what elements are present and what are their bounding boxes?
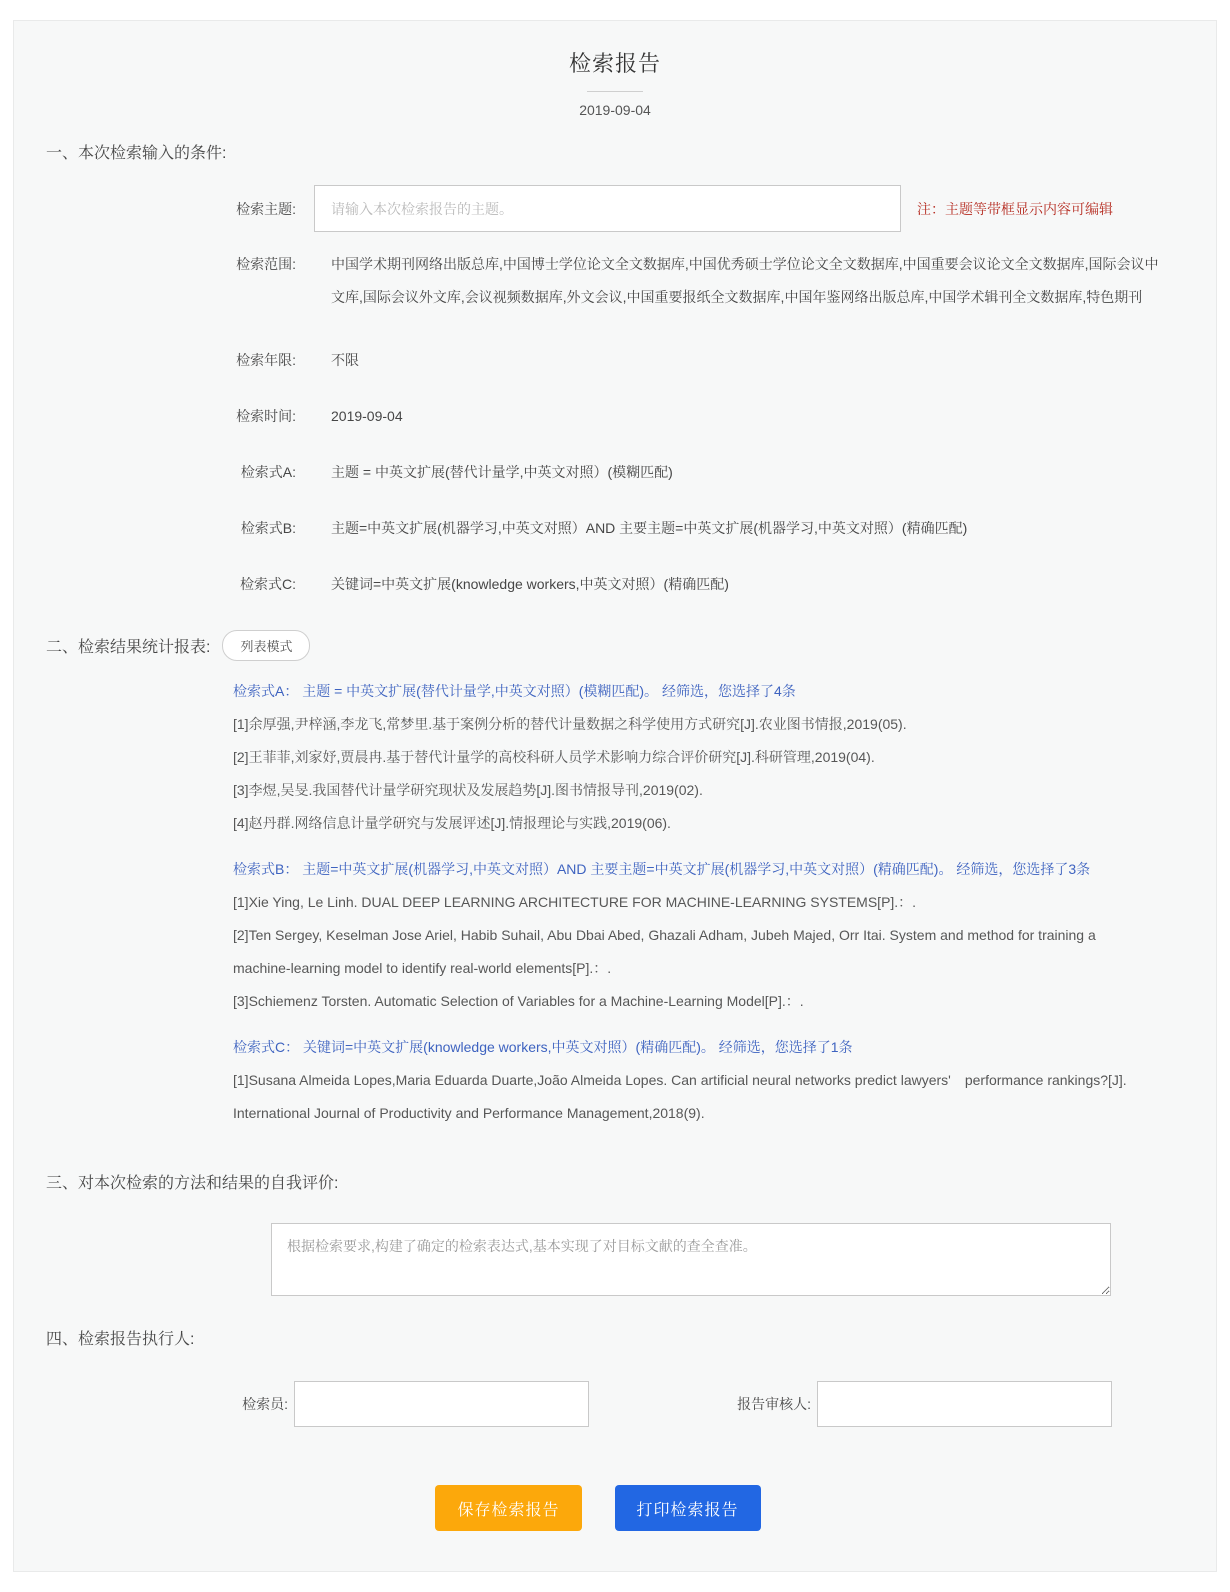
topic-row [46, 185, 1184, 232]
result-group-a-header: 检索式A： 主题 = 中英文扩展(替代计量学,中英文对照）(模糊匹配)。 经筛选，您选择了4条 [233, 683, 796, 699]
section-search-conditions [46, 140, 1184, 594]
edit-note: 注：主题等带框显示内容可编辑 [917, 200, 1113, 217]
reference-item: [2]Ten Sergey, Keselman Jose Ariel, Habib Suhail, Abu Dbai Abed, Ghazali Adham, Jubeh Majed, Orr Itai. System and method for training a machine-learning model to identify real-world elements[P].：. [233, 927, 1096, 976]
section-self-evaluation [46, 1170, 1184, 1296]
section-result-report [46, 630, 1184, 1130]
executor-row [46, 1381, 1184, 1427]
search-time-row [46, 406, 1184, 426]
query-b-label: 检索式B: [240, 520, 296, 536]
query-b-value: 主题=中英文扩展(机器学习,中英文对照）AND 主要主题=中英文扩展(机器学习,中英文对照）(精确匹配) [331, 520, 968, 536]
query-a-value: 主题 = 中英文扩展(替代计量学,中英文对照）(模糊匹配) [331, 464, 673, 480]
scope-row [46, 254, 1184, 314]
search-topic-input[interactable] [314, 185, 901, 232]
result-group-b [233, 853, 1129, 1018]
query-b-row [46, 518, 1184, 538]
search-time-label: 检索时间: [236, 408, 296, 424]
searcher-input[interactable] [294, 1381, 589, 1427]
year-range-label: 检索年限: [236, 352, 296, 368]
query-c-row [46, 574, 1184, 594]
section3-heading: 三、对本次检索的方法和结果的自我评价: [46, 1175, 339, 1192]
reference-item: [3]李煜,吴旻.我国替代计量学研究现状及发展趋势[J].图书情报导刊,2019(02). [233, 782, 703, 798]
save-report-button[interactable]: 保存检索报告 [435, 1485, 581, 1531]
result-group-c [233, 1031, 1129, 1130]
query-a-row [46, 462, 1184, 482]
reviewer-label: 报告审核人: [737, 1396, 811, 1412]
reference-item: [1]Susana Almeida Lopes,Maria Eduarda Duarte,João Almeida Lopes. Can artificial neural networks predict lawyers' performance rankings?[J]. International Journal of Productivity and Performance Management,2018(9). [233, 1072, 1127, 1121]
list-mode-button[interactable]: 列表模式 [222, 630, 310, 661]
report-card [13, 20, 1217, 1572]
search-time-value: 2019-09-04 [331, 408, 403, 424]
report-reviewer-input[interactable] [817, 1381, 1112, 1427]
section1-heading: 一、本次检索输入的条件: [46, 145, 227, 162]
query-c-label: 检索式C: [240, 576, 296, 592]
result-group-a [233, 675, 1129, 840]
scope-label: 检索范围: [236, 256, 296, 272]
section-report-executor [46, 1326, 1184, 1427]
result-group-b-header: 检索式B： 主题=中英文扩展(机器学习,中英文对照）AND 主要主题=中英文扩展(机器学习,中英文对照）(精确匹配)。 经筛选，您选择了3条 [233, 861, 1091, 877]
reference-item: [1]Xie Ying, Le Linh. DUAL DEEP LEARNING ARCHITECTURE FOR MACHINE-LEARNING SYSTEMS[P].：. [233, 894, 917, 910]
reference-item: [3]Schiemenz Torsten. Automatic Selection of Variables for a Machine-Learning Model[P].：. [233, 993, 804, 1009]
query-c-value: 关键词=中英文扩展(knowledge workers,中英文对照）(精确匹配) [331, 576, 729, 592]
report-date: 2019-09-04 [579, 102, 651, 118]
section2-heading: 二、检索结果统计报表: [46, 639, 211, 656]
result-list [233, 675, 1129, 1130]
section4-heading: 四、检索报告执行人: [46, 1331, 195, 1348]
result-group-c-header: 检索式C： 关键词=中英文扩展(knowledge workers,中英文对照）(精确匹配)。 经筛选，您选择了1条 [233, 1039, 853, 1055]
reference-item: [2]王菲菲,刘家妤,贾晨冉.基于替代计量学的高校科研人员学术影响力综合评价研究[J].科研管理,2019(04). [233, 749, 875, 765]
self-evaluation-textarea[interactable] [271, 1223, 1111, 1296]
page-title: 检索报告 [568, 51, 661, 76]
year-range-value: 不限 [331, 352, 359, 368]
print-report-button[interactable]: 打印检索报告 [615, 1485, 761, 1531]
footer-buttons [46, 1485, 1184, 1531]
scope-value: 中国学术期刊网络出版总库,中国博士学位论文全文数据库,中国优秀硕士学位论文全文数据库,中国重要会议论文全文数据库,国际会议中文库,国际会议外文库,会议视频数据库,外文会议,中国重要报纸全文数据库,中国年鉴网络出版总库,中国学术辑刊全文数据库,特色期刊 [331, 256, 1159, 305]
title-divider [587, 91, 643, 92]
topic-label: 检索主题: [236, 200, 296, 217]
year-range-row [46, 350, 1184, 370]
searcher-label: 检索员: [242, 1396, 288, 1412]
reference-item: [1]余厚强,尹梓涵,李龙飞,常梦里.基于案例分析的替代计量数据之科学使用方式研究[J].农业图书情报,2019(05). [233, 716, 907, 732]
query-a-label: 检索式A: [240, 464, 296, 480]
reference-item: [4]赵丹群.网络信息计量学研究与发展评述[J].情报理论与实践,2019(06). [233, 815, 671, 831]
